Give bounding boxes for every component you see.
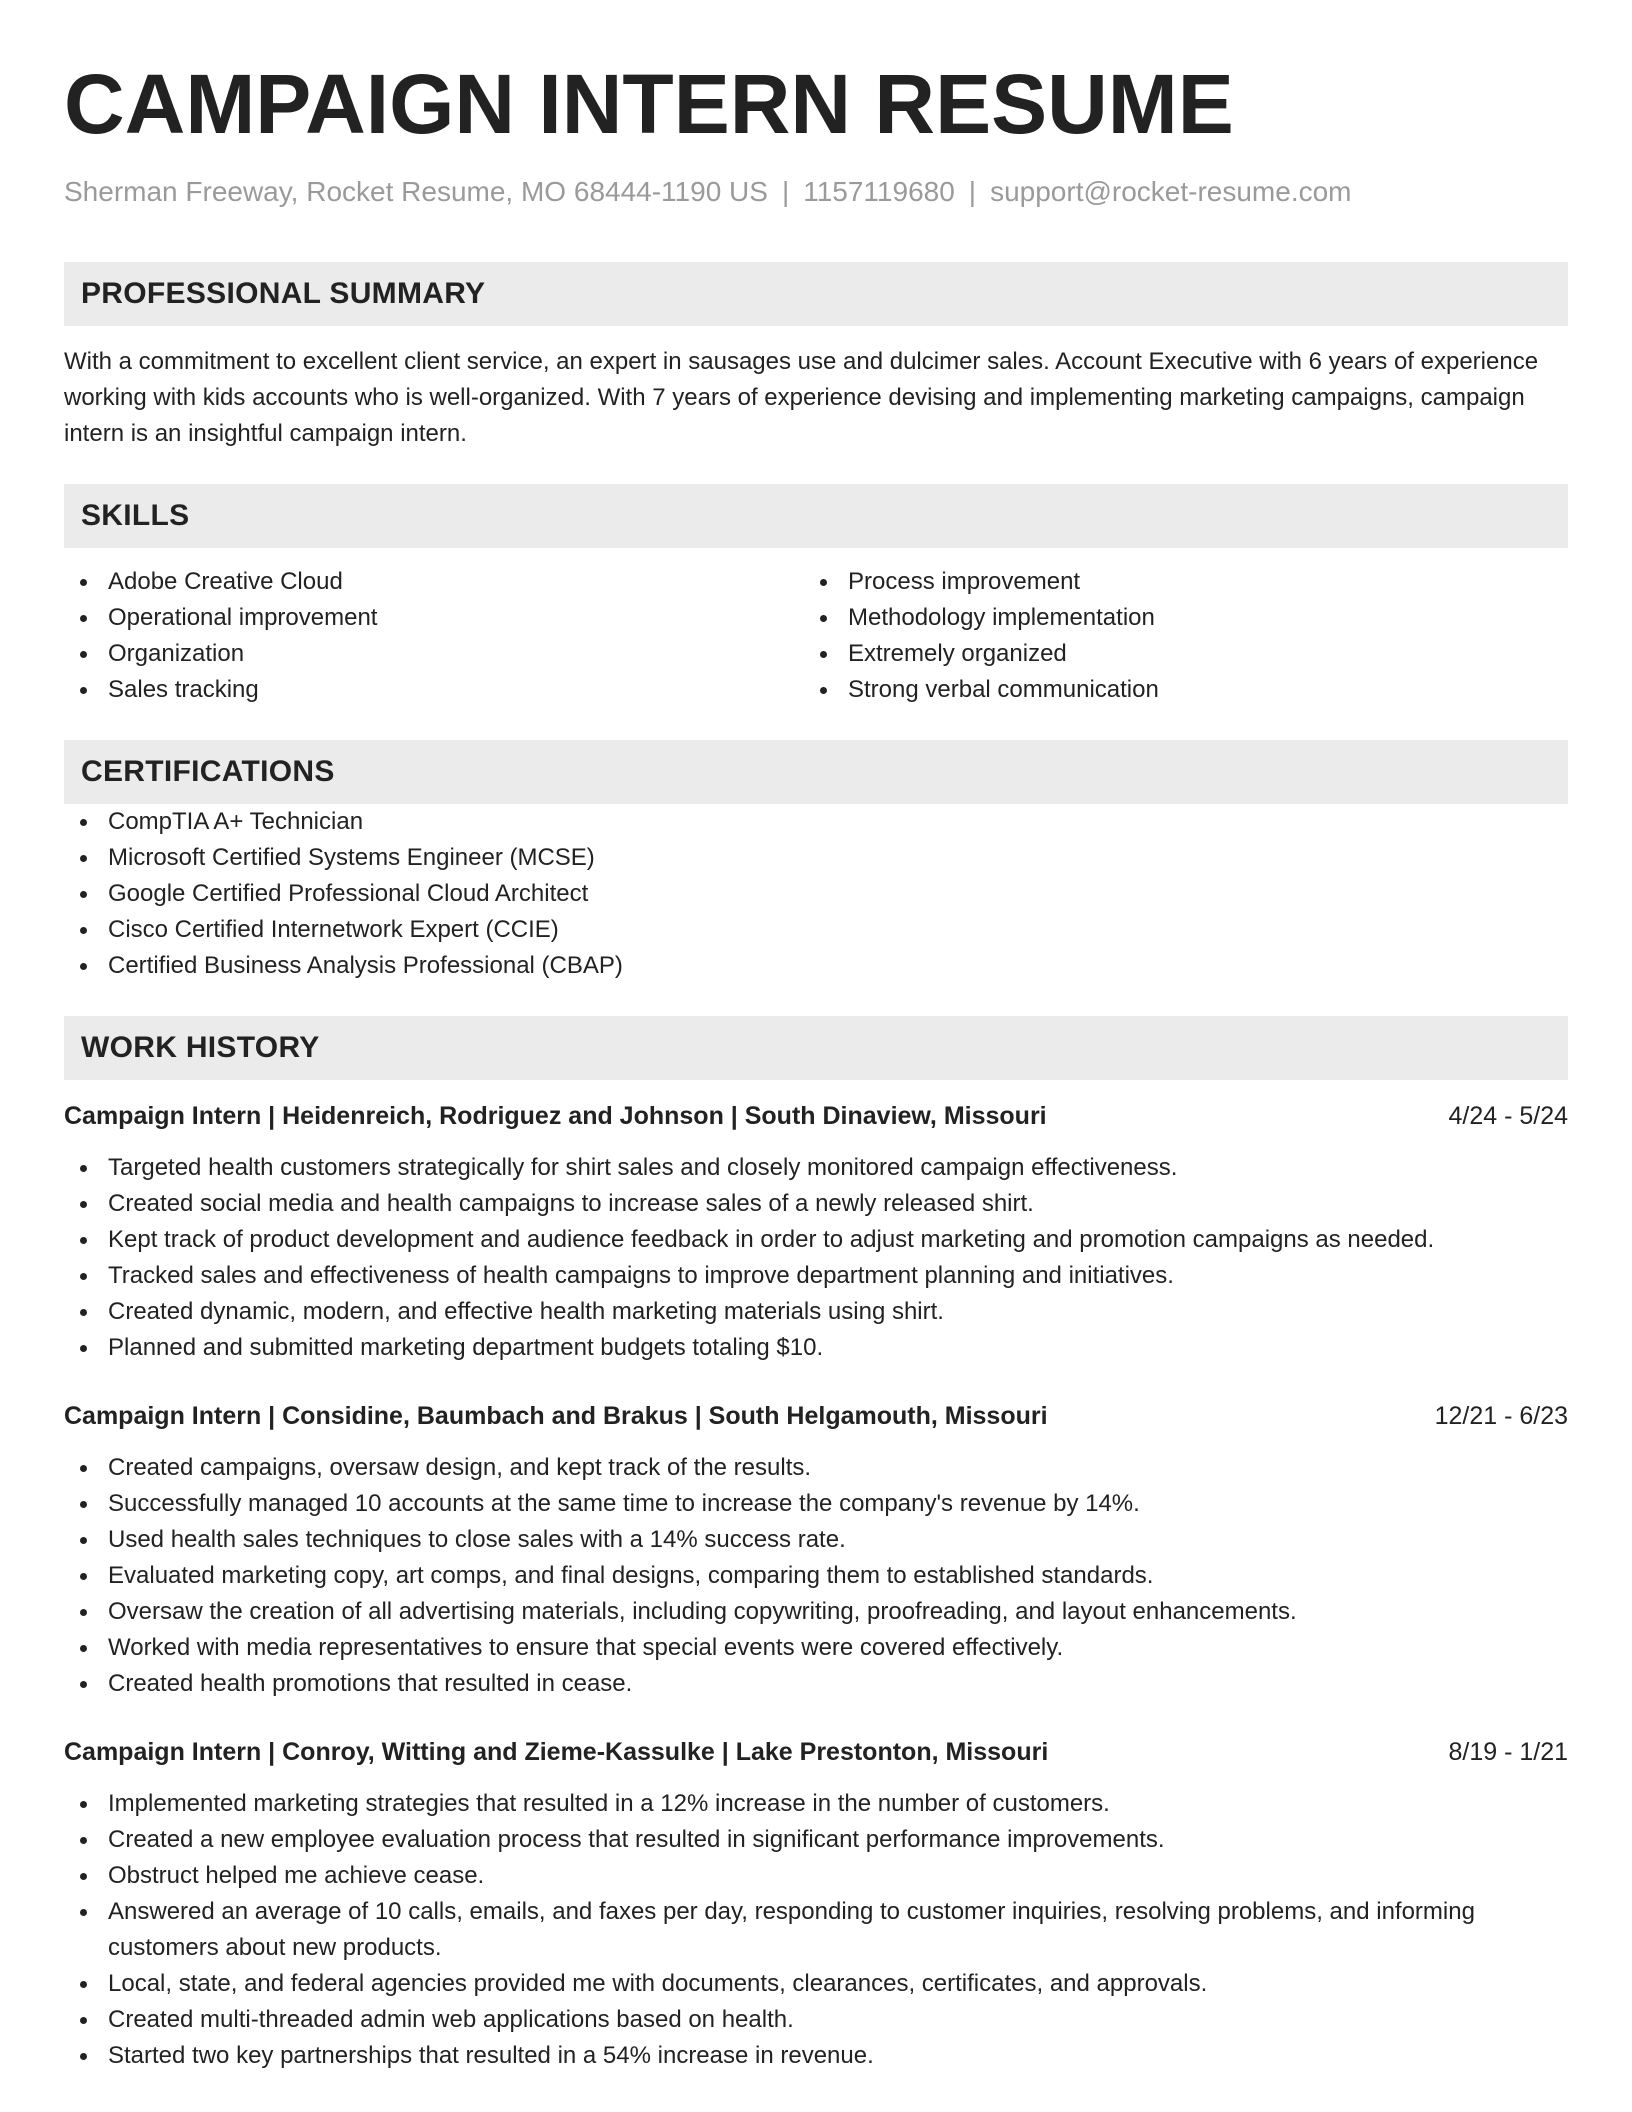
- skill-item: Process improvement: [804, 564, 1544, 600]
- certification-item: Certified Business Analysis Professional (CBAP): [64, 948, 1568, 984]
- section-heading-summary: PROFESSIONAL SUMMARY: [64, 262, 1568, 326]
- job-bullet: Created a new employee evaluation process that resulted in significant performance improvements.: [64, 1822, 1568, 1858]
- skill-item: Methodology implementation: [804, 600, 1544, 636]
- job-bullet: Created multi-threaded admin web applications based on health.: [64, 2002, 1568, 2038]
- job-bullet: Created dynamic, modern, and effective health marketing materials using shirt.: [64, 1294, 1568, 1330]
- job-bullet: Created social media and health campaigns to increase sales of a newly released shirt.: [64, 1186, 1568, 1222]
- skill-item: Operational improvement: [64, 600, 804, 636]
- skill-item: Strong verbal communication: [804, 672, 1544, 708]
- job-bullet: Started two key partnerships that resulted in a 54% increase in revenue.: [64, 2038, 1568, 2074]
- job-bullet: Local, state, and federal agencies provided me with documents, clearances, certificates, and approvals.: [64, 1966, 1568, 2002]
- job-bullet: Created campaigns, oversaw design, and kept track of the results.: [64, 1450, 1568, 1486]
- skill-item: Sales tracking: [64, 672, 804, 708]
- job-bullet: Obstruct helped me achieve cease.: [64, 1858, 1568, 1894]
- job-bullet: Planned and submitted marketing department budgets totaling $10.: [64, 1330, 1568, 1366]
- contact-line: [64, 174, 1568, 210]
- job-header: [64, 1098, 1568, 1134]
- job-entry: [64, 1098, 1568, 1366]
- skill-item: Adobe Creative Cloud: [64, 564, 804, 600]
- skills-list-right: [804, 564, 1544, 708]
- job-bullet: Worked with media representatives to ensure that special events were covered effectively.: [64, 1630, 1568, 1666]
- job-bullet: Tracked sales and effectiveness of health campaigns to improve department planning and initiatives.: [64, 1258, 1568, 1294]
- job-entry: [64, 1398, 1568, 1702]
- contact-separator: |: [781, 176, 790, 207]
- job-title: Campaign Intern | Considine, Baumbach and Brakus | South Helgamouth, Missouri: [64, 1402, 1048, 1430]
- job-bullet: Evaluated marketing copy, art comps, and final designs, comparing them to established standards.: [64, 1558, 1568, 1594]
- job-dates: 8/19 - 1/21: [1448, 1738, 1568, 1766]
- section-heading-work-history: WORK HISTORY: [64, 1016, 1568, 1080]
- job-bullet: Successfully managed 10 accounts at the same time to increase the company's revenue by 14%.: [64, 1486, 1568, 1522]
- job-entry: [64, 1734, 1568, 2074]
- certification-item: Microsoft Certified Systems Engineer (MCSE): [64, 840, 1568, 876]
- job-bullet: Created health promotions that resulted in cease.: [64, 1666, 1568, 1702]
- job-dates: 4/24 - 5/24: [1448, 1102, 1568, 1130]
- skills-grid: [64, 564, 1568, 708]
- skills-list-left: [64, 564, 804, 708]
- job-header: [64, 1398, 1568, 1434]
- job-bullet: Kept track of product development and audience feedback in order to adjust marketing and promotion campaigns as needed.: [64, 1222, 1568, 1258]
- contact-address: Sherman Freeway, Rocket Resume, MO 68444-1190 US: [64, 176, 768, 207]
- section-heading-skills: SKILLS: [64, 484, 1568, 548]
- skills-column-left: [64, 564, 804, 708]
- job-bullet: Implemented marketing strategies that resulted in a 12% increase in the number of customers.: [64, 1786, 1568, 1822]
- skills-column-right: [804, 564, 1544, 708]
- job-bullets: [64, 1786, 1568, 2074]
- job-bullet: Oversaw the creation of all advertising materials, including copywriting, proofreading, and layout enhancements.: [64, 1594, 1568, 1630]
- contact-phone: 1157119680: [803, 176, 955, 207]
- skill-item: Organization: [64, 636, 804, 672]
- job-bullet: Used health sales techniques to close sales with a 14% success rate.: [64, 1522, 1568, 1558]
- contact-email: support@rocket-resume.com: [990, 176, 1352, 207]
- job-bullets: [64, 1450, 1568, 1702]
- certification-item: Cisco Certified Internetwork Expert (CCIE): [64, 912, 1568, 948]
- job-title: Campaign Intern | Heidenreich, Rodriguez and Johnson | South Dinaview, Missouri: [64, 1102, 1047, 1130]
- summary-text: With a commitment to excellent client service, an expert in sausages use and dulcimer sales. Account Executive with 6 years of experience working with kids accounts who is well-organized. With 7 years of experience devising and implementing marketing campaigns, campaign intern is an insightful campaign intern.: [64, 348, 1539, 447]
- job-bullets: [64, 1150, 1568, 1366]
- job-dates: 12/21 - 6/23: [1434, 1402, 1568, 1430]
- job-header: [64, 1734, 1568, 1770]
- certifications-list: [64, 804, 1568, 984]
- section-heading-certifications: CERTIFICATIONS: [64, 740, 1568, 804]
- contact-separator: |: [968, 176, 977, 207]
- job-bullet: Answered an average of 10 calls, emails, and faxes per day, responding to customer inquiries, resolving problems, and informing customers about new products.: [64, 1894, 1568, 1966]
- certification-item: Google Certified Professional Cloud Architect: [64, 876, 1568, 912]
- certification-item: CompTIA A+ Technician: [64, 804, 1568, 840]
- job-title: Campaign Intern | Conroy, Witting and Zieme-Kassulke | Lake Prestonton, Missouri: [64, 1738, 1049, 1766]
- skill-item: Extremely organized: [804, 636, 1544, 672]
- job-bullet: Targeted health customers strategically for shirt sales and closely monitored campaign effectiveness.: [64, 1150, 1568, 1186]
- resume-title: CAMPAIGN INTERN RESUME: [64, 57, 1234, 151]
